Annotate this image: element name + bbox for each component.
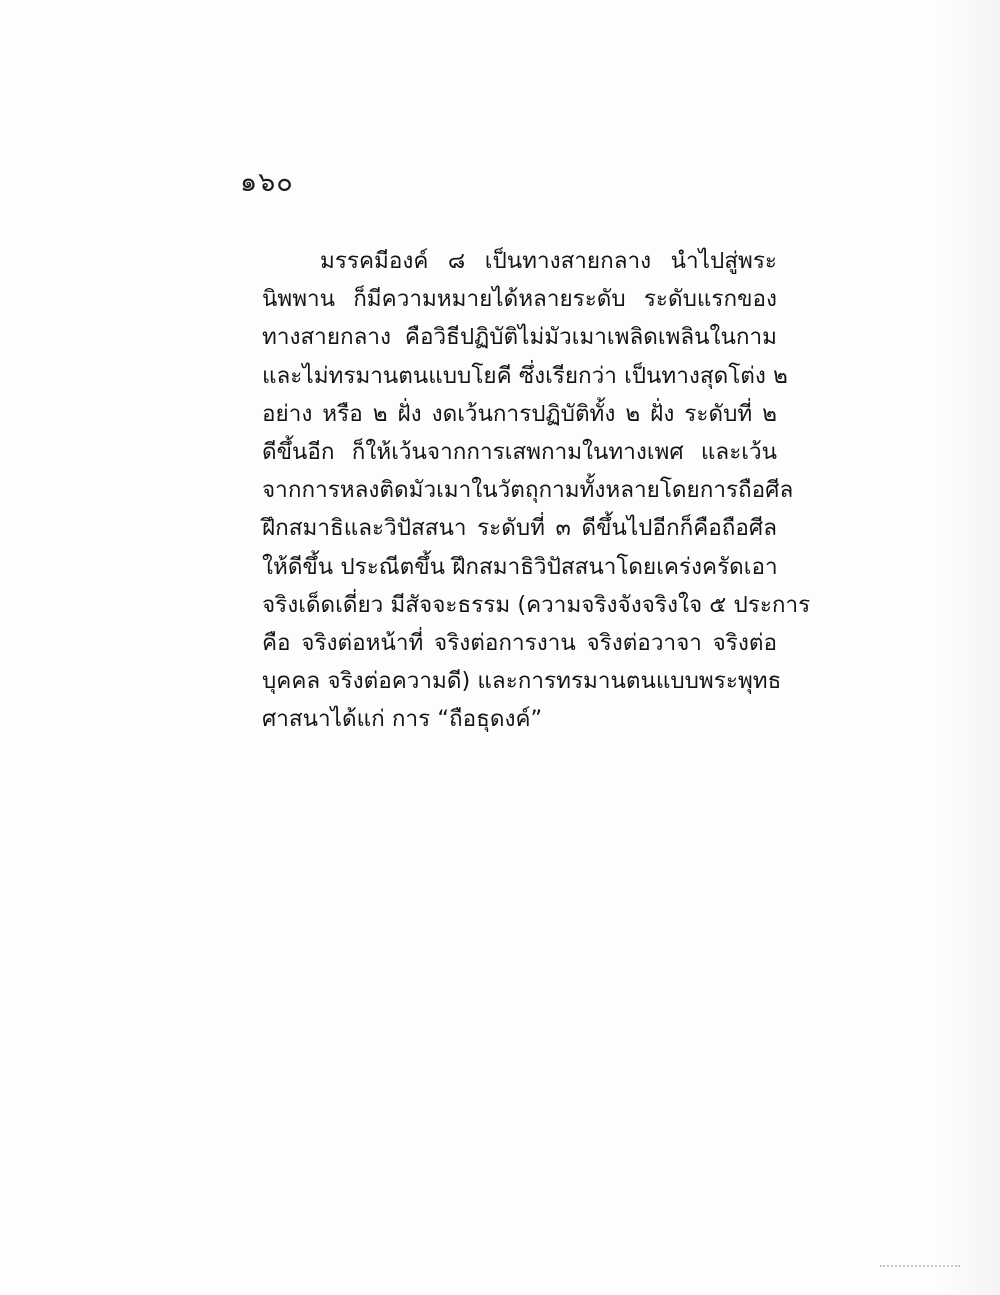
- body-paragraph: [262, 242, 811, 738]
- paragraph-line: มรรคมีองค์ ๘ เป็นทางสายกลาง นำไปสู่พระ: [320, 248, 777, 274]
- paragraph-line: อย่าง หรือ ๒ ฝั่ง งดเว้นการปฏิบัติทั้ง ๒ ฝั่ง ระดับที่ ๒: [262, 400, 777, 427]
- paragraph-line: ศาสนาได้แก่ การ “ถือธุดงค์”: [262, 706, 543, 733]
- scan-edge-shadow: [942, 0, 1000, 1295]
- paragraph-line: บุคคล จริงต่อความดี) และการทรมานตนแบบพระพุทธ: [262, 668, 782, 695]
- paragraph-line: คือ จริงต่อหน้าที่ จริงต่อการงาน จริงต่อวาจา จริงต่อ: [262, 629, 777, 656]
- paragraph-line: และไม่ทรมานตนแบบโยคี ซึ่งเรียกว่า เป็นทางสุดโต่ง ๒: [262, 362, 788, 389]
- paragraph-line: ดีขึ้นอีก ก็ให้เว้นจากการเสพกามในทางเพศ และเว้น: [262, 438, 777, 465]
- paragraph-line: จากการหลงติดมัวเมาในวัตถุกามทั้งหลายโดยการถือศีล: [262, 477, 794, 504]
- paragraph-line: จริงเด็ดเดี่ยว มีสัจจะธรรม (ความจริงจังจริงใจ ๕ ประการ: [262, 591, 811, 618]
- paragraph-line: ให้ดีขึ้น ประณีตขึ้น ฝึกสมาธิวิปัสสนาโดยเคร่งครัดเอา: [262, 553, 778, 580]
- paragraph-line: ทางสายกลาง คือวิธีปฏิบัติไม่มัวเมาเพลิดเพลินในกาม: [262, 324, 777, 351]
- paragraph-line: ฝึกสมาธิและวิปัสสนา ระดับที่ ๓ ดีขึ้นไปอีกก็คือถือศีล: [262, 515, 777, 542]
- page-number: ๑๖๐: [240, 167, 294, 198]
- paragraph-line: นิพพาน ก็มีความหมายได้หลายระดับ ระดับแรกของ: [262, 286, 777, 313]
- scan-artifact-mark: [880, 1257, 960, 1267]
